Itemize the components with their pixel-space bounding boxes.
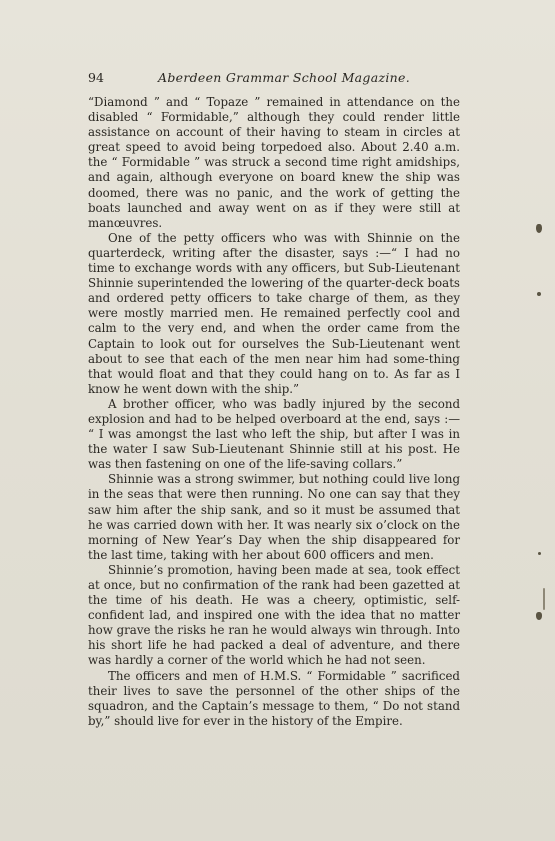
paper-mark <box>543 588 545 610</box>
journal-title: Aberdeen Grammar School Magazine. <box>158 70 410 85</box>
paragraph-strong-swimmer: Shinnie was a strong swimmer, but nothing could live long in the seas that were then running. No one can say that they saw him after the ship sank, and so it must be assumed that he was carried down with her. It was nearly six o’clock on the morning of New Year’s Day when the ship disappeared for the last time, taking with her about 600 officers and men. <box>88 472 460 562</box>
paper-speck <box>537 292 541 296</box>
paragraph-petty-officer-account: One of the petty officers who was with Shinnie on the quarterdeck, writing after the disaster, says :—“ I had no time to exchange words with any officers, but Sub-Lieutenant Shinnie superintended the lowering of the quarter-deck boats and ordered petty officers to take charge of them, as they were mostly married men. He remained perfectly cool and calm to the very end, and when the order came from the Captain to look out for ourselves the Sub-Lieutenant went about to see that each of the men near him had some-thing that would float and that they could hang on to. As far as I know he went down with the ship.” <box>88 230 460 396</box>
paper-speck <box>536 224 542 233</box>
page-number: 94 <box>88 70 104 85</box>
paragraph-diamond-topaze: “Diamond ” and “ Topaze ” remained in attendance on the disabled “ Formidable,” although they could render little assistance on account of their having to steam in circles at great speed to avoid being torpedoed also. About 2.40 a.m. the “ Formidable ” was struck a second time right amidships, and again, although everyone on board knew the ship was doomed, there was no panic, and the work of getting the boats launched and away went on as if they were still at manœuvres. <box>88 95 460 230</box>
paragraph-closing: The officers and men of H.M.S. “ Formidable ” sacrificed their lives to save the personnel of the other ships of the squadron, and the Captain’s message to them, “ Do not stand by,” should live for ever in the history of the Empire. <box>88 668 460 728</box>
running-head <box>88 70 460 86</box>
paper-speck <box>536 612 542 620</box>
paragraph-promotion: Shinnie’s promotion, having been made at sea, took effect at once, but no confirmation of the rank had been gazetted at the time of his death. He was a cheery, optimistic, self-confident lad, and inspired one with the idea that no matter how grave the risks he ran he would always win through. Into his short life he had packed a deal of adventure, and there was hardly a corner of the world which he had not seen. <box>88 562 460 668</box>
article-body <box>88 95 460 729</box>
paragraph-brother-officer-account: A brother officer, who was badly injured by the second explosion and had to be helped overboard at the end, says :— “ I was amongst the last who left the ship, but after I was in the water I saw Sub-Lieutenant Shinnie still at his post. He was then fastening on one of the life-saving collars.” <box>88 396 460 472</box>
paper-speck <box>538 552 541 555</box>
